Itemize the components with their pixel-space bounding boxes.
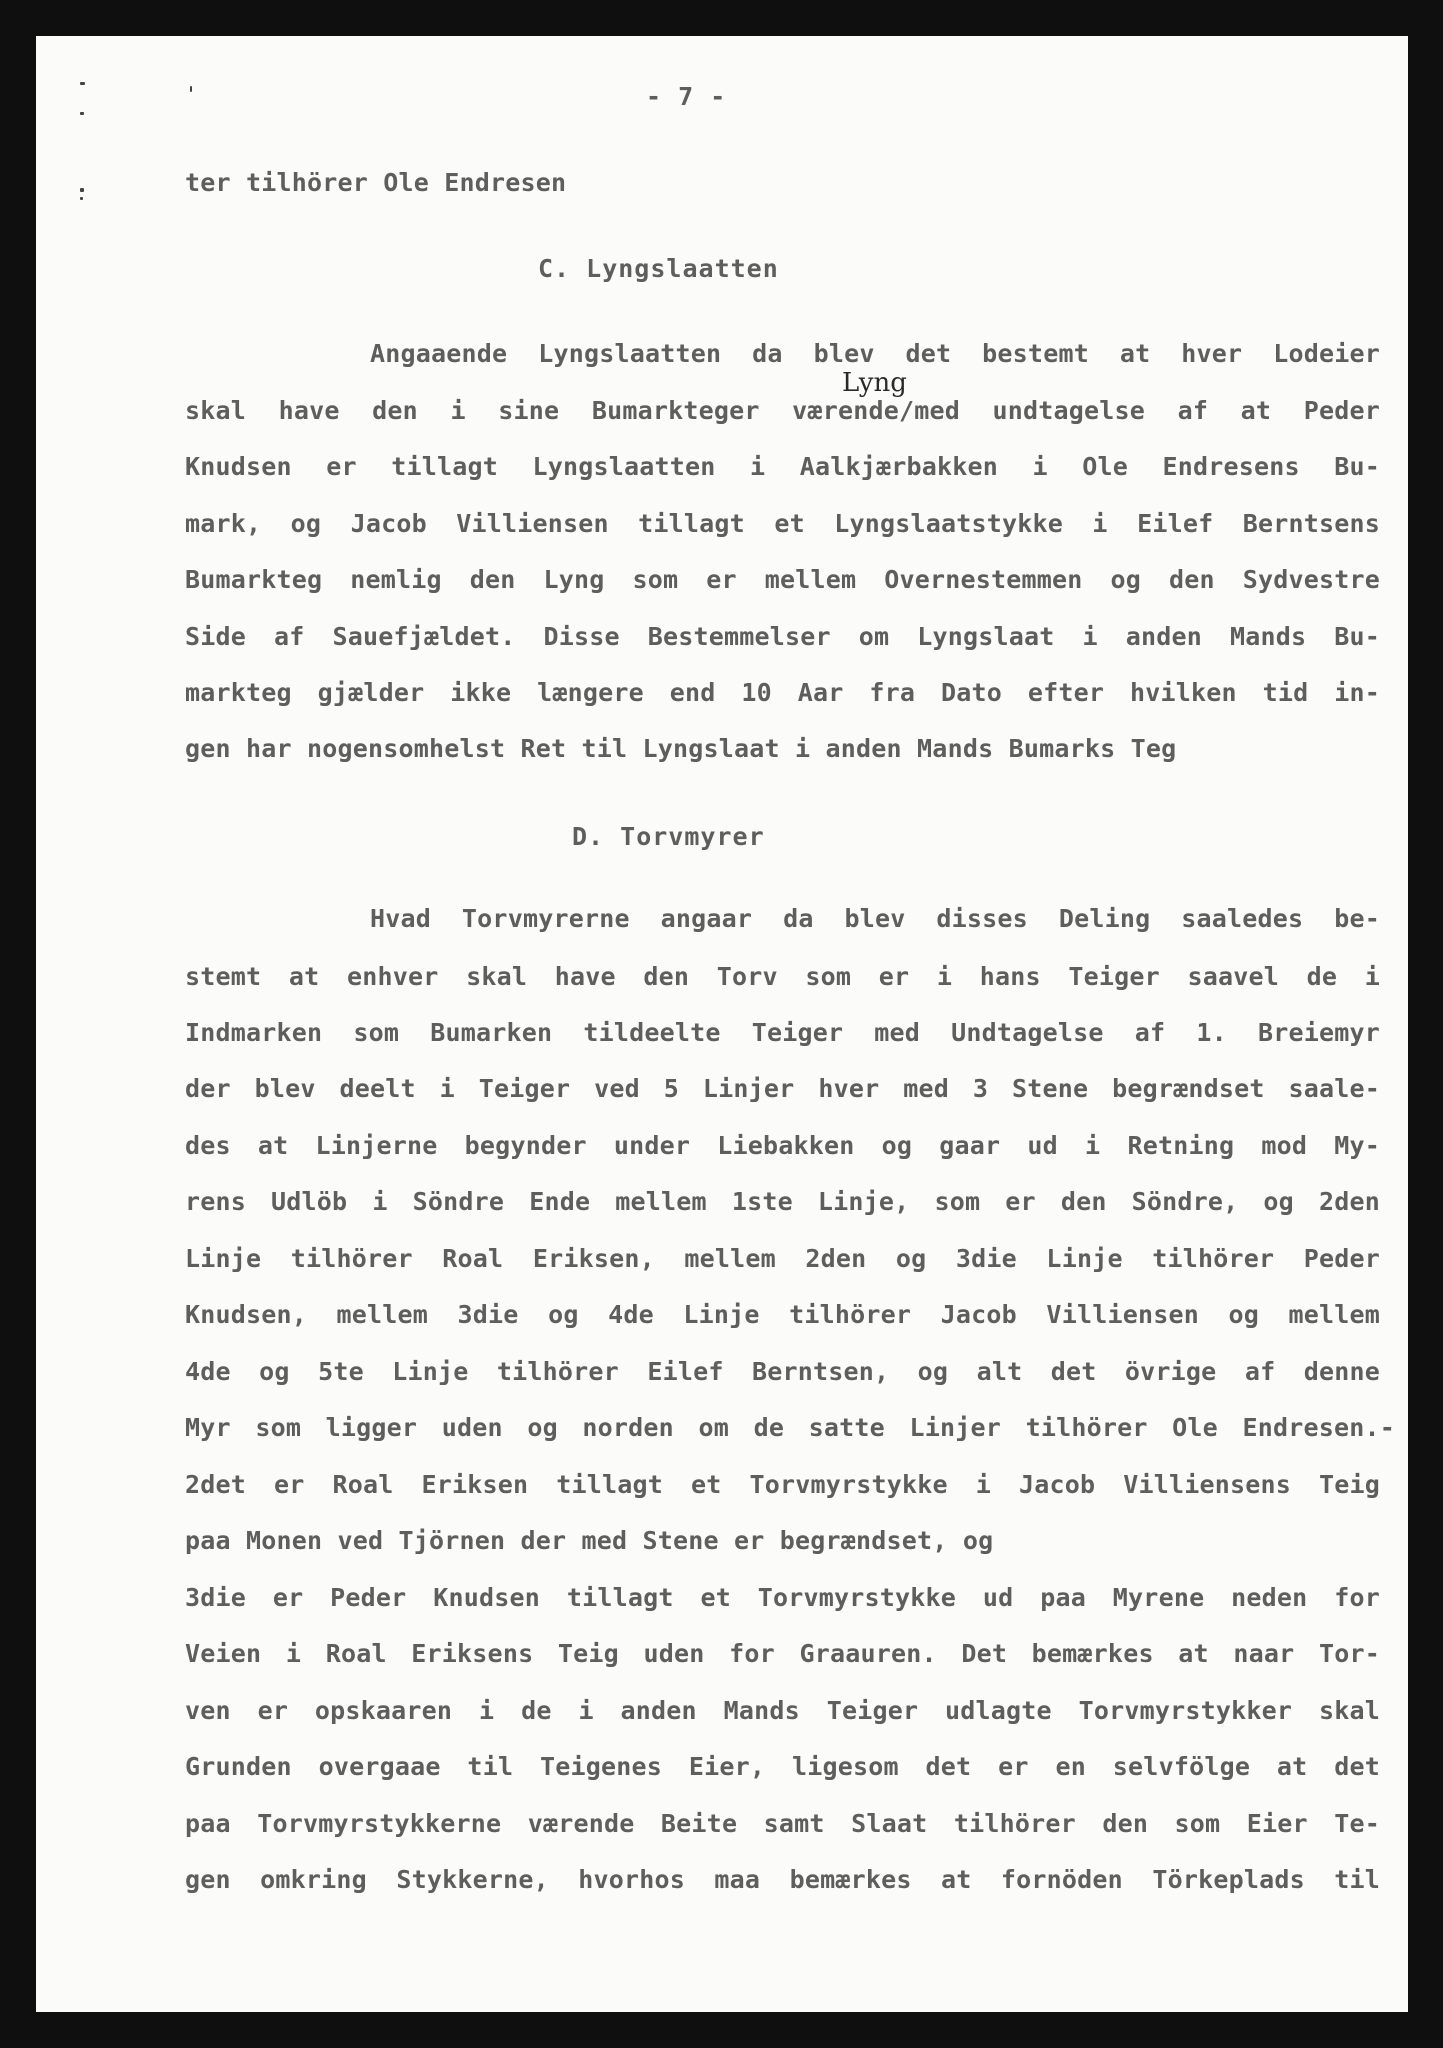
text-line: der blev deelt i Teiger ved 5 Linjer hver med 3 Stene begrændset saale- (185, 1074, 1380, 1103)
text-line: paa Torvmyrstykkerne værende Beite samt Slaat tilhörer den som Eier Te- (185, 1809, 1380, 1838)
handwritten-insertion: Lyng (842, 368, 907, 398)
text-line: Myr som ligger uden og norden om de satte Linjer tilhörer Ole Endresen.- (185, 1413, 1395, 1442)
text-line: Veien i Roal Eriksens Teig uden for Graauren. Det bemærkes at naar Tor- (185, 1639, 1380, 1668)
margin-mark (80, 82, 85, 85)
section-heading: C. Lyngslaatten (538, 254, 779, 283)
margin-mark (80, 112, 84, 115)
margin-mark (80, 188, 84, 192)
page-number: - 7 - (646, 82, 727, 111)
text-line: 4de og 5te Linje tilhörer Eilef Berntsen, og alt det övrige af denne (185, 1357, 1380, 1386)
text-line: gen omkring Stykkerne, hvorhos maa bemærkes at fornöden Törkeplads til (185, 1865, 1380, 1894)
text-line: 2det er Roal Eriksen tillagt et Torvmyrstykke i Jacob Villiensens Teig (185, 1470, 1380, 1499)
text-line: ven er opskaaren i de i anden Mands Teiger udlagte Torvmyrstykker skal (185, 1696, 1380, 1725)
text-line: Hvad Torvmyrerne angaar da blev disses Deling saaledes be- (370, 904, 1380, 933)
text-line: mark, og Jacob Villiensen tillagt et Lyngslaatstykke i Eilef Berntsens (185, 509, 1380, 538)
section-heading: D. Torvmyrer (572, 822, 765, 851)
text-line: Knudsen er tillagt Lyngslaatten i Aalkjærbakken i Ole Endresens Bu- (185, 452, 1380, 481)
text-line: Side af Sauefjældet. Disse Bestemmelser om Lyngslaat i anden Mands Bu- (185, 622, 1380, 651)
text-line: Knudsen, mellem 3die og 4de Linje tilhörer Jacob Villiensen og mellem (185, 1300, 1380, 1329)
text-line: Linje tilhörer Roal Eriksen, mellem 2den og 3die Linje tilhörer Peder (185, 1244, 1380, 1273)
text-line: 3die er Peder Knudsen tillagt et Torvmyrstykke ud paa Myrene neden for (185, 1583, 1380, 1612)
text-line: rens Udlöb i Söndre Ende mellem 1ste Linje, som er den Söndre, og 2den (185, 1187, 1380, 1216)
text-line: Bumarkteg nemlig den Lyng som er mellem Overnestemmen og den Sydvestre (185, 565, 1380, 594)
text-line: des at Linjerne begynder under Liebakken og gaar ud i Retning mod My- (185, 1131, 1380, 1160)
text-line: markteg gjælder ikke længere end 10 Aar fra Dato efter hvilken tid in- (185, 678, 1380, 707)
text-line: Grunden overgaae til Teigenes Eier, ligesom det er en selvfölge at det (185, 1752, 1380, 1781)
text-line: paa Monen ved Tjörnen der med Stene er begrændset, og (185, 1526, 994, 1555)
text-line: Angaaende Lyngslaatten da blev det bestemt at hver Lodeier (370, 339, 1380, 368)
text-line: ter tilhörer Ole Endresen (185, 168, 567, 197)
margin-mark (80, 197, 83, 200)
text-line: Indmarken som Bumarken tildeelte Teiger med Undtagelse af 1. Breiemyr (185, 1018, 1380, 1047)
text-line: stemt at enhver skal have den Torv som er i hans Teiger saavel de i (185, 962, 1380, 991)
text-line: gen har nogensomhelst Ret til Lyngslaat i anden Mands Bumarks Teg (185, 734, 1177, 763)
text-line: skal have den i sine Bumarkteger værende/med undtagelse af at Peder (185, 396, 1380, 425)
margin-mark (190, 86, 192, 92)
